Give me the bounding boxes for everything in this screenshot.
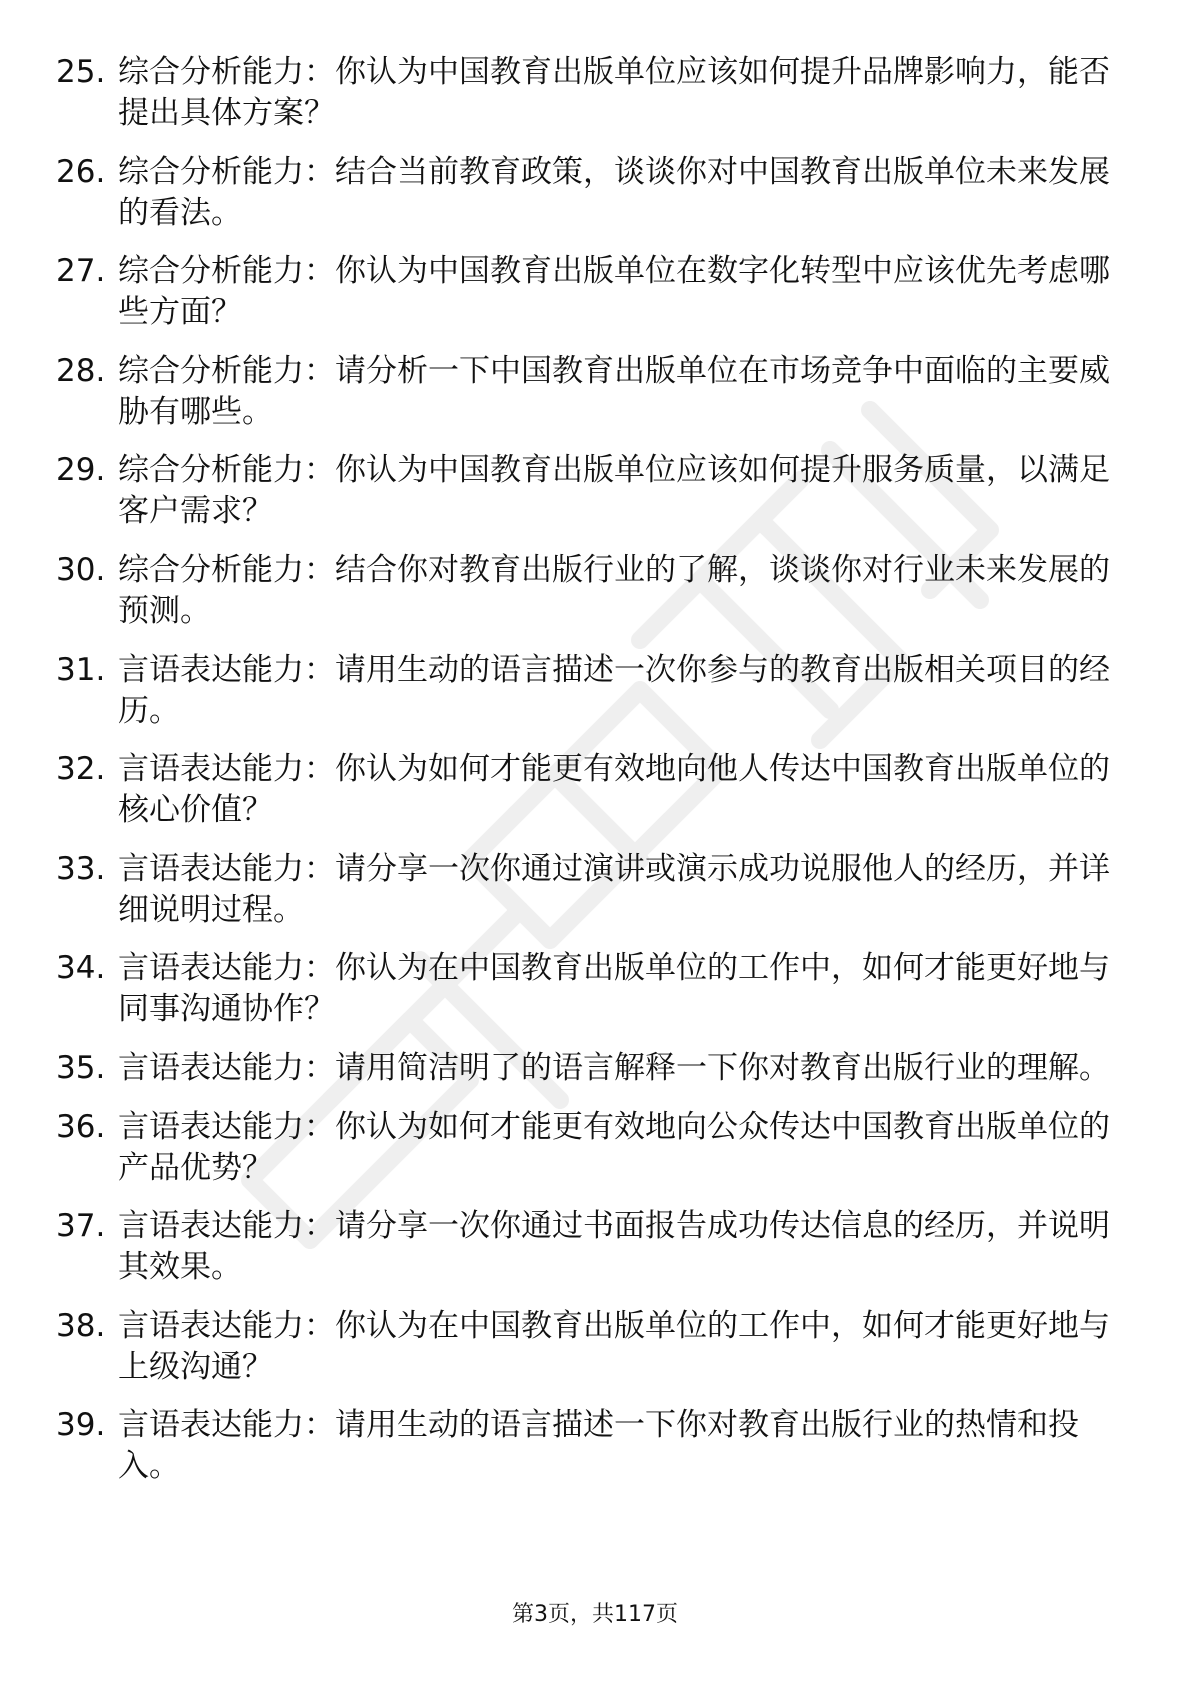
question-text: 言语表达能力：你认为如何才能更有效地向他人传达中国教育出版单位的核心价值？ bbox=[118, 751, 1110, 829]
question-item bbox=[56, 550, 1116, 632]
question-number: 38. bbox=[56, 1307, 106, 1344]
question-text: 综合分析能力：你认为中国教育出版单位应该如何提升品牌影响力，能否提出具体方案？ bbox=[118, 54, 1110, 131]
question-text: 言语表达能力：请分享一次你通过书面报告成功传达信息的经历，并说明其效果。 bbox=[118, 1208, 1110, 1286]
question-item bbox=[56, 152, 1116, 234]
question-text: 言语表达能力：你认为在中国教育出版单位的工作中，如何才能更好地与上级沟通？ bbox=[118, 1307, 1110, 1385]
question-item bbox=[56, 1306, 1116, 1388]
question-item bbox=[56, 948, 1116, 1030]
question-item bbox=[56, 251, 1116, 333]
question-number: 28. bbox=[56, 352, 106, 389]
question-text: 综合分析能力：结合当前教育政策，谈谈你对中国教育出版单位未来发展的看法。 bbox=[118, 153, 1110, 231]
question-item bbox=[56, 351, 1116, 433]
question-number: 29. bbox=[56, 452, 106, 489]
question-text: 综合分析能力：你认为中国教育出版单位应该如何提升服务质量，以满足客户需求？ bbox=[118, 452, 1110, 530]
page-footer bbox=[0, 1601, 1190, 1629]
question-item bbox=[56, 1048, 1116, 1089]
question-number: 31. bbox=[56, 651, 106, 688]
question-text: 言语表达能力：请用生动的语言描述一次你参与的教育出版相关项目的经历。 bbox=[118, 651, 1110, 729]
page-number-label: 第3页，共117页 bbox=[512, 1602, 678, 1627]
question-item bbox=[56, 650, 1116, 732]
question-number: 32. bbox=[56, 751, 106, 788]
question-item bbox=[56, 52, 1116, 134]
question-item bbox=[56, 1107, 1116, 1189]
question-text: 言语表达能力：你认为在中国教育出版单位的工作中，如何才能更好地与同事沟通协作？ bbox=[118, 950, 1110, 1028]
question-item bbox=[56, 849, 1116, 931]
question-list bbox=[56, 52, 1116, 1505]
question-item bbox=[56, 1206, 1116, 1288]
question-text: 综合分析能力：结合你对教育出版行业的了解，谈谈你对行业未来发展的预测。 bbox=[118, 551, 1110, 629]
question-number: 30. bbox=[56, 551, 106, 588]
question-item bbox=[56, 749, 1116, 831]
question-text: 综合分析能力：你认为中国教育出版单位在数字化转型中应该优先考虑哪些方面？ bbox=[118, 253, 1110, 331]
question-number: 37. bbox=[56, 1208, 106, 1245]
question-text: 言语表达能力：请用简洁明了的语言解释一下你对教育出版行业的理解。 bbox=[118, 1049, 1110, 1086]
question-number: 34. bbox=[56, 950, 106, 987]
question-item bbox=[56, 1405, 1116, 1487]
question-number: 39. bbox=[56, 1407, 106, 1444]
question-number: 27. bbox=[56, 253, 106, 290]
question-number: 35. bbox=[56, 1049, 106, 1086]
question-text: 言语表达能力：请用生动的语言描述一下你对教育出版行业的热情和投入。 bbox=[118, 1407, 1079, 1485]
question-number: 25. bbox=[56, 54, 106, 90]
question-number: 26. bbox=[56, 153, 106, 190]
question-text: 言语表达能力：请分享一次你通过演讲或演示成功说服他人的经历，并详细说明过程。 bbox=[118, 850, 1110, 928]
question-number: 33. bbox=[56, 850, 106, 887]
question-text: 言语表达能力：你认为如何才能更有效地向公众传达中国教育出版单位的产品优势？ bbox=[118, 1108, 1110, 1186]
question-text: 综合分析能力：请分析一下中国教育出版单位在市场竞争中面临的主要威胁有哪些。 bbox=[118, 352, 1110, 430]
question-item bbox=[56, 450, 1116, 532]
question-number: 36. bbox=[56, 1108, 106, 1145]
